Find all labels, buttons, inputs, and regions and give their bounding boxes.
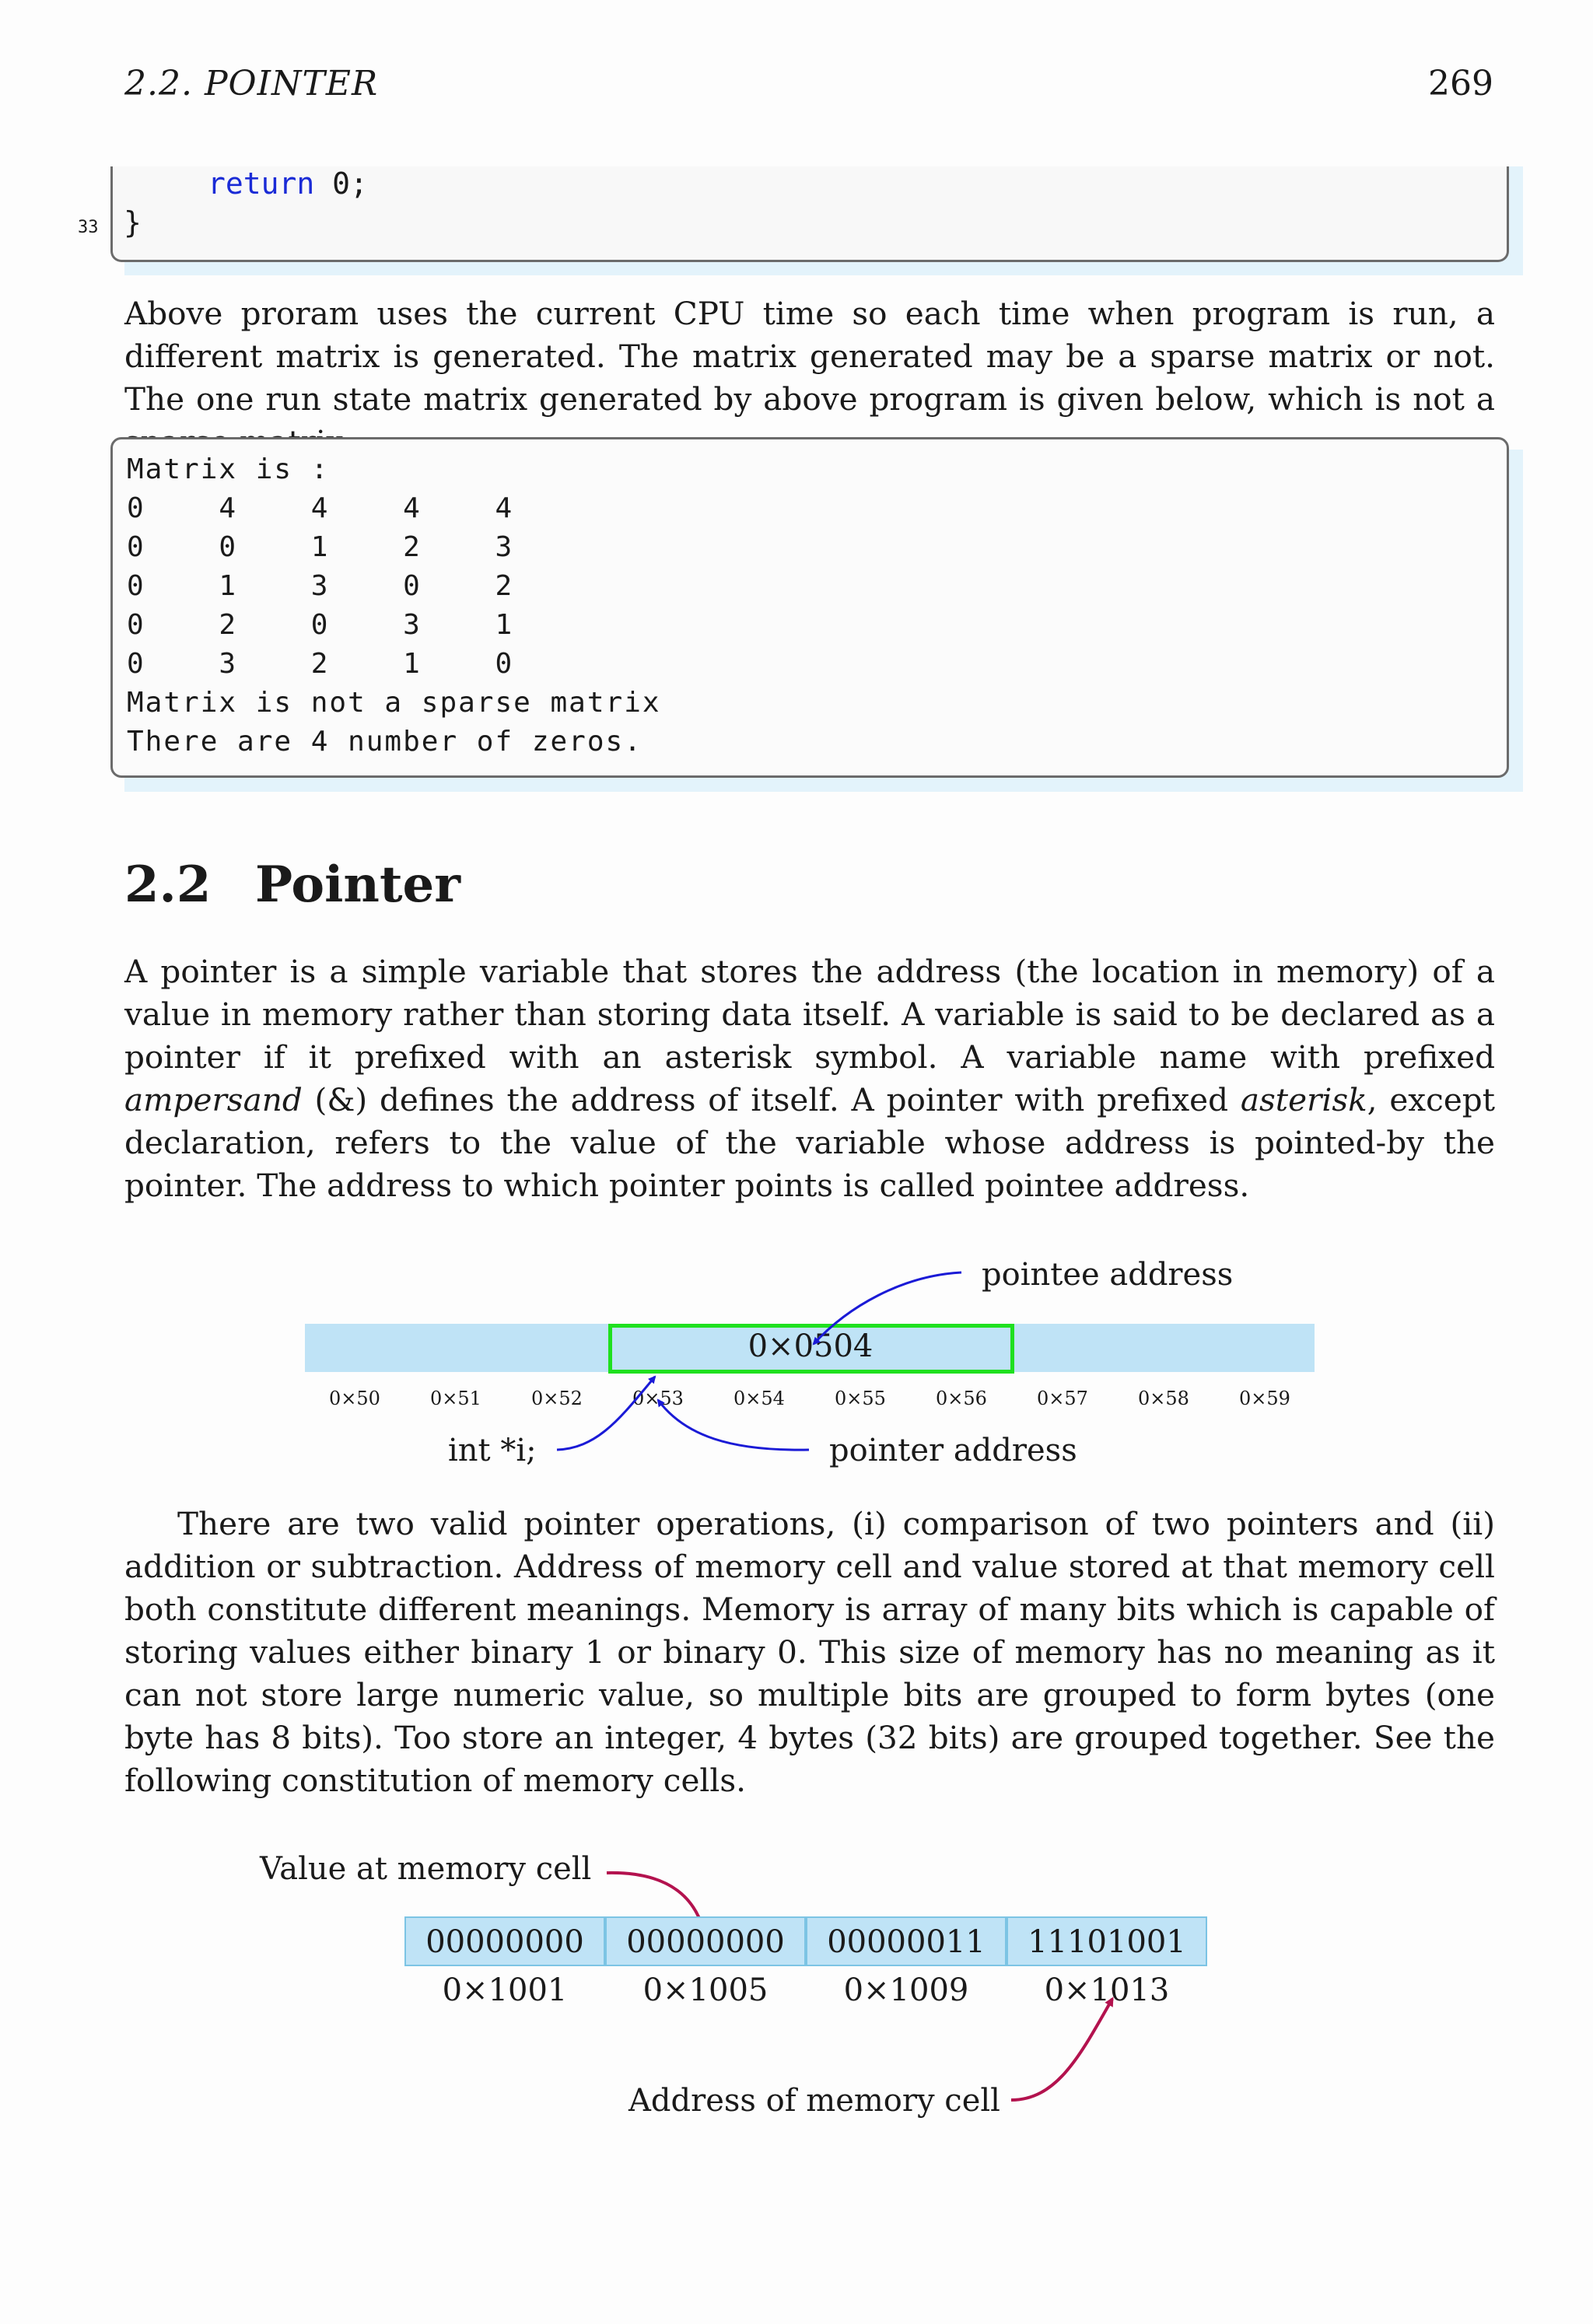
address-label: 0×56 [936, 1388, 987, 1409]
memory-cell-address: 0×1009 [843, 1972, 969, 2008]
address-label: 0×57 [1037, 1388, 1088, 1409]
label-pointer-address: pointer address [829, 1433, 1077, 1468]
address-label: 0×50 [329, 1388, 380, 1409]
intro-text: Above proram uses the current CPU time so each time when program is run, a different matrix is generated. The matrix generated may be a sparse matrix or not. The one run state matrix generated by above program is given below, which is not a [124, 295, 1495, 418]
memory-cell-value: 00000000 [404, 1916, 605, 1966]
label-address-of-memory-cell: Address of memory cell [628, 2083, 1000, 2119]
arrow-pointer-address [658, 1400, 809, 1450]
memory-cell-address: 0×1001 [442, 1972, 568, 2008]
pointer-text-part3: , except declaration, refers to the value of the variable whose address is pointed-by the pointer. The address to which pointer points is called pointee address. [124, 1081, 1495, 1204]
section-title: Pointer [255, 856, 460, 914]
output-line: There are 4 number of zeros. [127, 726, 642, 758]
address-label: 0×55 [835, 1388, 886, 1409]
code-return-value: 0; [332, 166, 368, 201]
arrow-declaration [557, 1377, 655, 1450]
output-line: 0 0 1 2 3 [127, 531, 514, 563]
operations-text: There are two valid pointer operations, (i) comparison of two pointers and (ii) addition or subtraction. Address of memory cell and value stored at that memory cell both constitute different meanings. Memory is array of many bits which is capable of storing values either binary 1 or binary 0. This size of memory has no meaning as it can not store large numeric value, so multiple bits are grouped to form bytes (one byte has 8 bits). Too store an integer, 4 bytes (32 bits) are grouped together. See the following constitution of memory cells. [124, 1505, 1495, 1799]
page-number: 269 [1428, 64, 1493, 103]
memory-cell-value: 00000011 [806, 1916, 1007, 1966]
keyword-return: return [208, 166, 315, 201]
memory-cell-address: 0×1005 [642, 1972, 768, 2008]
output-line: 0 2 0 3 1 [127, 609, 514, 641]
arrow-address [1011, 1999, 1112, 2100]
pointee-cell-value: 0×0504 [747, 1328, 874, 1364]
memory-cell-value: 00000000 [605, 1916, 806, 1966]
operations-paragraph [124, 1503, 1495, 1802]
address-label: 0×54 [733, 1388, 785, 1409]
code-line-close-brace: } [124, 205, 142, 240]
output-line: 0 4 4 4 4 [127, 492, 514, 524]
pointer-text-part1: A pointer is a simple variable that stores the address (the location in memory) of a value in memory rather than storing data itself. A variable is said to be declared as a pointer if it prefixed with an asterisk symbol. A variable name with prefixed [124, 953, 1495, 1076]
output-line: 0 1 3 0 2 [127, 570, 514, 602]
memory-cell-address: 0×1013 [1044, 1972, 1170, 2008]
running-header-chapter: 2.2. POINTER [124, 64, 379, 103]
label-pointee-address: pointee address [982, 1257, 1234, 1293]
address-label: 0×53 [632, 1388, 684, 1409]
address-label: 0×51 [430, 1388, 481, 1409]
address-label: 0×58 [1138, 1388, 1189, 1409]
term-ampersand: ampersand [124, 1081, 303, 1118]
code-line-number: 33 [78, 218, 99, 237]
term-asterisk: asterisk [1240, 1081, 1367, 1118]
address-label: 0×59 [1239, 1388, 1290, 1409]
section-number: 2.2 [124, 856, 212, 914]
output-line: Matrix is not a sparse matrix [127, 687, 661, 719]
memory-cell-value: 11101001 [1007, 1916, 1207, 1966]
pointer-text-part2: (&) defines the address of itself. A pointer with prefixed [302, 1081, 1241, 1118]
output-line: Matrix is : [127, 453, 330, 485]
label-value-at-memory-cell: Value at memory cell [260, 1851, 592, 1887]
address-label: 0×52 [531, 1388, 583, 1409]
label-pointer-declaration: int *i; [448, 1433, 537, 1468]
output-line: 0 3 2 1 0 [127, 648, 514, 680]
arrow-pointee [814, 1272, 961, 1344]
